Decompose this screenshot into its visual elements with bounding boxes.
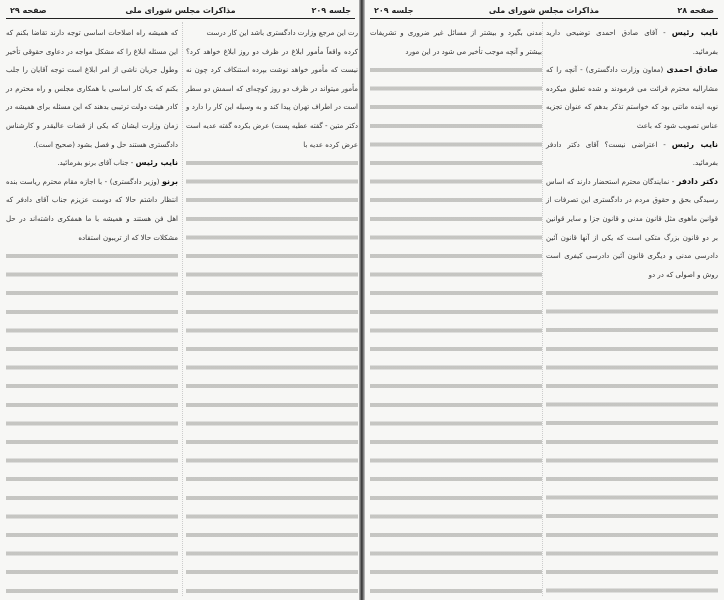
paragraph-text: مدنی بگیرد و بیشتر از مسائل غیر ضروری و تشریفات بیشتر و آنچه موجب تأخیر می شود در این مورد	[370, 29, 542, 56]
page-number: صفحه ۲۸	[677, 6, 714, 15]
illegible-text-lines	[6, 247, 178, 596]
left-page	[0, 0, 361, 600]
illegible-text-lines	[186, 154, 358, 596]
session-number: جلسه ۲۰۹	[374, 6, 414, 15]
speaker-paragraph	[546, 61, 718, 135]
paragraph-text: - نمایندگان محترم استحضار دارند که اساس رسیدگی بحق و حقوق مردم در دادگستری این تصرفات از قوانین ماهوی مثل قانون مدنی و قانون جزا و سایر قوانین بر دو قانون بزرگ متکی است که یکی از آنها قانون آئین دادرسی مدنی و دیگری قانون آئین دادرسی کیفری است روش و اصولی که در دو	[546, 177, 718, 279]
text-paragraph	[6, 24, 178, 154]
speaker-paragraph	[6, 154, 178, 173]
right-page-left-column	[370, 24, 542, 596]
speaker-paragraph	[546, 173, 718, 285]
session-number: جلسه ۲۰۹	[311, 6, 351, 15]
page-number: صفحه ۲۹	[10, 6, 47, 15]
paragraph-text: که همیشه راه اصلاحات اساسی توجه دارند تقاضا بکنم که این مسئله ابلاغ را که مشکل مواجه در دعاوی حقوقی تأخیر وطول جریان ناشی از امر ابلاغ است توجه آقایان را جلب بکنم که یک کار اساسی با همکاری مجلس و راه محترم در کادر هیئت دولت ترتیبی بدهند که این مسئله برای همیشه در زمان وزارت ایشان که یکی از قضات عالیقدر و کارشناس دادگستری هستند حل و فصل بشود (صحیح است).	[6, 29, 178, 149]
speaker-paragraph	[6, 173, 178, 247]
speaker-name: برنو	[162, 176, 178, 186]
speaker-name: نایب رئیس	[135, 158, 178, 168]
speaker-name: نایب رئیس	[671, 139, 718, 149]
right-page	[364, 0, 724, 600]
paragraph-text: (معاون وزارت دادگستری) - آنچه را که مشارالیه محترم قرائت می فرمودند و شده تعلیق میکرده نوبه اینده ماتنی بود که خواستم تذکر بدهم که عنوان تجزیه عناس تصویب شود که باعث	[546, 66, 718, 130]
speaker-paragraph	[546, 24, 718, 61]
text-paragraph	[186, 43, 358, 155]
paragraph-text: - اعتراضی نیست؟ آقای دکتر دادفر بفرمائید.	[546, 140, 718, 168]
column-divider	[542, 22, 543, 596]
left-page-right-column	[186, 24, 358, 596]
running-title: مذاکرات مجلس شورای ملی	[488, 6, 600, 15]
paragraph-text: - جناب آقای برنو بفرمائید.	[57, 159, 136, 168]
text-paragraph	[370, 24, 542, 61]
column-divider	[182, 22, 183, 596]
left-page-left-column	[6, 24, 178, 596]
speaker-name: دکتر دادفر	[676, 176, 718, 186]
illegible-text-lines	[370, 61, 542, 596]
paragraph-text: - آقای صادق احمدی توضیحی دارید بفرمائید.	[546, 29, 718, 56]
text-paragraph	[186, 24, 358, 43]
paragraph-text: (وزیر دادگستری) - با اجازه مقام محترم ریاست بنده انتظار داشتم حالا که دوست عزیزم جناب آقای دادفر که اهل فن هستند و همیشه با ما همفکری داشته‌اند در حل مشکلات حالا که از تریبون استفاده	[6, 177, 178, 242]
running-title: مذاکرات مجلس شورای ملی	[125, 6, 236, 15]
speaker-name: نایب رئیس	[671, 28, 719, 37]
paragraph-text: کرده واقعاً مأمور ابلاغ در ظرف دو روز ابلاغ خواهد کرد؟ نیست که مأمور خواهد نوشت بپرده استنکاف کرد چون نه مأمور میتواند در ظرف دو روز کوچه‌ای که اسمش دو سطر است در اطراف تهران پیدا کند و به وسیله این کار را دارد و دکتر متین - گفته عطیه پست) عرض بکرده گفته عدیه است عرض کرده عدیه با	[186, 47, 358, 149]
right-page-header	[370, 6, 718, 19]
speaker-name: صادق احمدی	[666, 65, 718, 75]
book-spine	[359, 0, 365, 600]
left-page-header	[6, 6, 355, 19]
right-page-right-column	[546, 24, 718, 596]
paragraph-text: رت این مرجع وزارت دادگستری باشد این کار درست	[206, 29, 358, 37]
speaker-paragraph	[546, 136, 718, 173]
illegible-text-lines	[546, 284, 718, 596]
